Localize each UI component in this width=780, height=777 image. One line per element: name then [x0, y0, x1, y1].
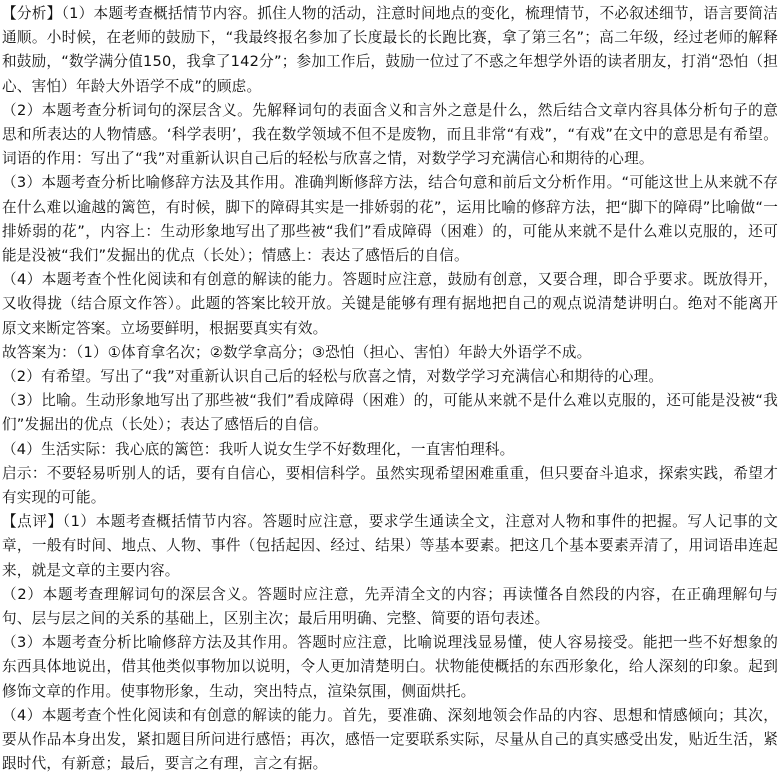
comment-item-1: 【点评】（1）本题考查概括情节内容。答题时应注意，要求学生通读全文，注意对人物和事件的把握。写人记事的文章，一般有时间、地点、人物、事件（包括起因、经过、结果）等基本要素。把这几个基本要素弄清了，用词语串连起来，就是文章的主要内容。: [2, 513, 778, 579]
answer-item-1: 故答案为：（1）①体育拿名次；②数学拿高分；③恐怕（担心、害怕）年龄大外语学不成。: [2, 343, 592, 361]
comment-item-2: （2）本题考查理解词句的深层含义。答题时应注意，先弄清全文的内容；再读懂各自然段的内容，在正确理解句与句、层与层之间的关系的基础上，区别主次；最后用明确、完整、简要的语句表述。: [2, 585, 778, 628]
answer-item-3: （3）比喻。生动形象地写出了那些被“我们”看成障碍（困难）的，可能从来就不是什么难以克服的，还可能是没被“我们”发掘出的优点（长处）；表达了感悟后的自信。: [2, 392, 778, 434]
answer-item-4: （4）生活实际：我心底的篱笆：我听人说女生学不好数理化，一直害怕理科。: [2, 440, 515, 458]
comment-item-4: （4）本题考查个性化阅读和有创意的解读的能力。首先，要准确、深刻地领会作品的内容、思想和情感倾向；其次，要从作品本身出发，紧扣题目所问进行感悟；再次，感悟一定要联系实际，尽量从自己的真实感受出发，贴近生活，紧跟时代，有新意；最后，要言之有理，言之有据。: [2, 706, 778, 773]
answer-inspiration: 启示：不要轻易听别人的话，要有自信心，要相信科学。虽然实现希望困难重重，但只要奋斗追求，探索实践，希望才有实现的可能。: [2, 464, 778, 507]
analysis-item-1: 【分析】（1）本题考查概括情节内容。抓住人物的活动，注意时间地点的变化，梳理情节，不必叙述细节，语言要简洁通顺。小时候，在老师的鼓励下，“我最终报名参加了长度最长的长跑比赛，拿了第三名”；高二年级，经过老师的解释和鼓励，“数学满分值150，我拿了142分”；参加工作后，鼓励一位过了不惑之年想学外语的读者朋友，打消“恐怕（担心、害怕）年龄大外语学不成”的顾虑。: [2, 5, 778, 95]
comment-item-3: （3）本题考查分析比喻修辞方法及其作用。答题时应注意，比喻说理浅显易懂，使人容易接受。能把一些不好想象的东西具体地说出，借其他类似事物加以说明，令人更加清楚明白。状物能使概括的东西形象化，给人深刻的印象。起到修饰文章的作用。使事物形象，生动，突出特点，渲染氛围，侧面烘托。: [2, 634, 778, 700]
analysis-item-3: （3）本题考查分析比喻修辞方法及其作用。准确判断修辞方法，结合句意和前后文分析作用。“可能这世上从来就不存在什么难以逾越的篱笆，有时候，脚下的障碍其实是一排娇弱的花”，运用比喻的修辞方法，把“脚下的障碍”比喻做“一排娇弱的花”，内容上：生动形象地写出了那些被“我们”看成障碍（困难）的，可能从来就不是什么难以克服的，还可能是没被“我们”发掘出的优点（长处）；情感上：表达了感悟后的自信。: [2, 174, 778, 265]
answer-item-2: （2）有希望。写出了“我”对重新认识自己后的轻松与欣喜之情，对数学学习充满信心和期待的心理。: [2, 368, 664, 386]
analysis-item-2: （2）本题考查分析词句的深层含义。先解释词句的表面含义和言外之意是什么，然后结合文章内容具体分析句子的意思和所表达的人物情感。‘科学表明’，我在数学领域不但不是废物，而且非常“有戏”，“有戏”在文中的意思是有希望。词语的作用：写出了“我”对重新认识自己后的轻松与欣喜之情，对数学学习充满信心和期待的心理。: [2, 101, 778, 168]
analysis-item-4: （4）本题考查个性化阅读和有创意的解读的能力。答题时应注意，鼓励有创意，又要合理，即合乎要求。既放得开，又收得拢（结合原文作答）。此题的答案比较开放。关键是能够有理有据地把自己的观点说清楚讲明白。绝对不能离开原文来断定答案。立场要鲜明，根据要真实有效。: [2, 271, 778, 337]
